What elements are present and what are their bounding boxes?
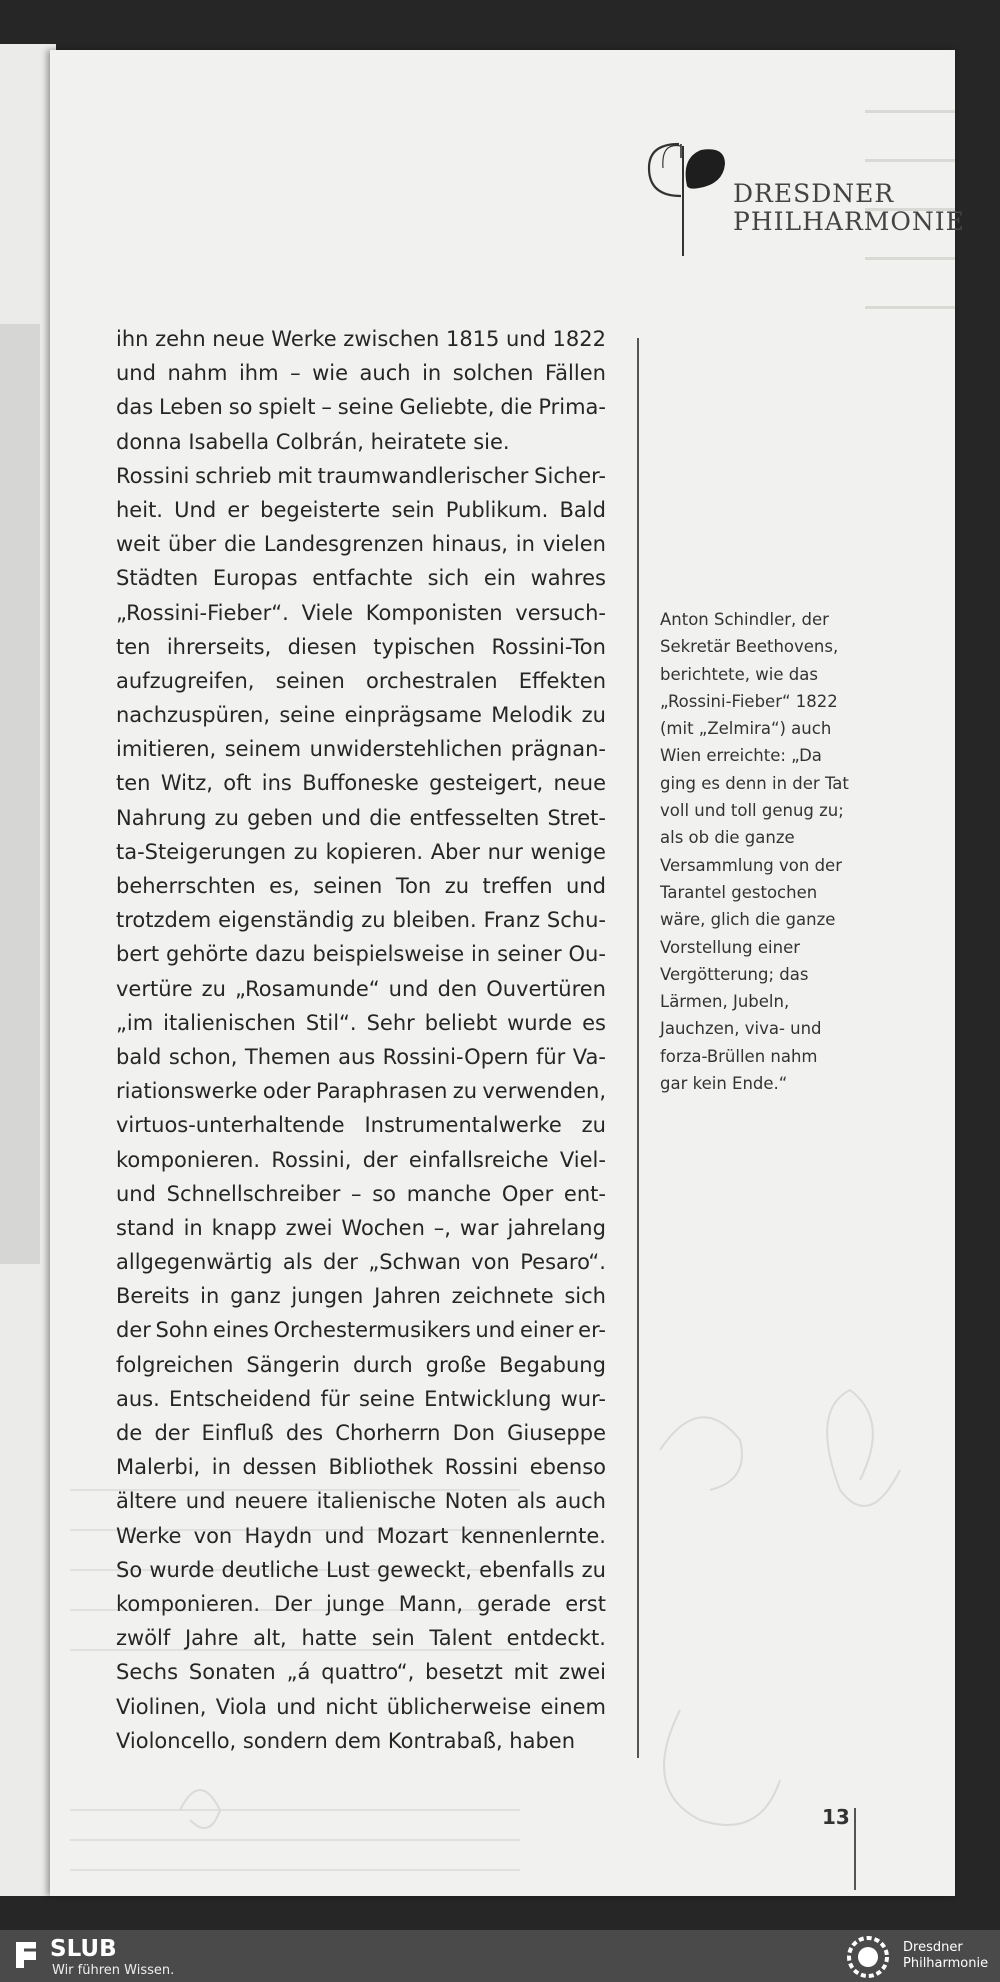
text-line: und Schnellschreiber – so manche Oper ent- bbox=[116, 1181, 606, 1206]
text-line: stand in knapp zwei Wochen –, war jahrelang bbox=[116, 1215, 606, 1240]
text-line: vertüre zu „Rosamunde“ und den Ouvertüren bbox=[116, 976, 606, 1001]
slub-logo-icon bbox=[14, 1938, 42, 1972]
text-line: So wurde deutliche Lust geweckt, ebenfalls zu bbox=[116, 1557, 606, 1582]
text-line: Violoncello, sondern dem Kontrabaß, haben bbox=[116, 1728, 576, 1753]
sidebar-line: ging es denn in der Tat bbox=[660, 773, 849, 793]
text-line: Nahrung zu geben und die entfesselten Stret- bbox=[116, 805, 606, 830]
text-line: ihn zehn neue Werke zwischen 1815 und 1822 bbox=[116, 327, 606, 351]
text-line: aus. Entscheidend für seine Entwicklung wur- bbox=[116, 1386, 606, 1411]
text-line: „im italienischen Stil“. Sehr beliebt wurde es bbox=[116, 1010, 606, 1035]
text-line: ten Witz, oft ins Buffoneske gesteigert, neue bbox=[116, 771, 606, 796]
text-line: und nahm ihm – wie auch in solchen Fällen bbox=[116, 361, 606, 386]
text-line: Werke von Haydn und Mozart kennenlernte. bbox=[116, 1523, 606, 1548]
slub-tagline: Wir führen Wissen. bbox=[52, 1963, 175, 1978]
logo-line-2: PHILHARMONIE bbox=[733, 207, 965, 236]
partner-line-1: Dresdner bbox=[903, 1940, 963, 1955]
sidebar-line: (mit „Zelmira“) auch bbox=[660, 719, 832, 739]
text-line: bert gehörte dazu beispielsweise in seiner Ou- bbox=[116, 942, 606, 967]
text-line: zwölf Jahre alt, hatte sein Talent entdeckt. bbox=[116, 1626, 606, 1651]
text-line: virtuos-unterhaltende Instrumentalwerke zu bbox=[116, 1113, 606, 1138]
text-line: Sechs Sonaten „á quattro“, besetzt mit zwei bbox=[116, 1660, 606, 1685]
previous-page-edge bbox=[0, 44, 56, 1896]
page-number: 13 bbox=[822, 1805, 850, 1829]
main-text-column bbox=[116, 322, 606, 1758]
sidebar-line: „Rossini-Fieber“ 1822 bbox=[660, 691, 838, 711]
sidebar-line: Versammlung von der bbox=[660, 855, 842, 875]
text-line: de der Einfluß des Chorherrn Don Giuseppe bbox=[116, 1421, 606, 1445]
text-line: komponieren. Der junge Mann, gerade erst bbox=[116, 1591, 606, 1616]
sidebar-line: Jauchzen, viva- und bbox=[660, 1019, 822, 1039]
sidebar-line: forza-Brüllen nahm bbox=[660, 1046, 818, 1066]
sidebar-line: voll und toll genug zu; bbox=[660, 801, 844, 821]
text-line: weit über die Landesgrenzen hinaus, in vielen bbox=[116, 532, 606, 557]
text-line: das Leben so spielt – seine Geliebte, die Prima- bbox=[116, 395, 606, 420]
text-line: bald schon, Themen aus Rossini-Opern für Va- bbox=[116, 1044, 606, 1069]
text-line: allgegenwärtig als der „Schwan von Pesaro“. bbox=[116, 1250, 606, 1275]
column-divider bbox=[637, 338, 639, 1758]
sidebar-line: als ob die ganze bbox=[660, 828, 795, 848]
text-line: beherrschten es, seinen Ton zu treffen und bbox=[116, 874, 606, 898]
text-line: komponieren. Rossini, der einfallsreiche Viel- bbox=[116, 1147, 606, 1172]
text-line: ältere und neuere italienische Noten als auch bbox=[116, 1489, 606, 1514]
sidebar-line: Lärmen, Jubeln, bbox=[660, 992, 790, 1012]
text-line: Violinen, Viola und nicht üblicherweise einem bbox=[116, 1694, 606, 1719]
text-line: aufzugreifen, seinen orchestralen Effekten bbox=[116, 668, 606, 693]
text-line: riationswerke oder Paraphrasen zu verwenden, bbox=[116, 1079, 606, 1104]
sidebar-line: Wien erreichte: „Da bbox=[660, 746, 822, 766]
logo-line-1: DRESDNER bbox=[733, 179, 895, 208]
text-line: folgreichen Sängerin durch große Begabung bbox=[116, 1352, 606, 1377]
sidebar-line: Anton Schindler, der bbox=[660, 610, 829, 629]
document-page bbox=[50, 50, 965, 1896]
partner-name bbox=[903, 1940, 988, 1972]
text-line: donna Isabella Colbrán, heiratete sie. bbox=[116, 429, 510, 454]
text-line: trotzdem eigenständig zu bleiben. Franz Schu- bbox=[116, 908, 606, 933]
text-line: ten ihrerseits, diesen typischen Rossini-Ton bbox=[116, 634, 606, 659]
sidebar-line: Tarantel gestochen bbox=[660, 882, 818, 902]
sidebar-line: Sekretär Beethovens, bbox=[660, 637, 839, 657]
text-line: Malerbi, in dessen Bibliothek Rossini ebenso bbox=[116, 1455, 606, 1480]
text-line: „Rossini-Fieber“. Viele Komponisten versuch- bbox=[116, 600, 606, 625]
text-line: Städten Europas entfachte sich ein wahres bbox=[116, 566, 606, 591]
footer-bar bbox=[0, 1930, 1000, 1982]
partner-logo-icon bbox=[840, 1935, 896, 1979]
text-line: nachzuspüren, seine einprägsame Melodik zu bbox=[116, 703, 606, 728]
text-line: Bereits in ganz jungen Jahren zeichnete sich bbox=[116, 1284, 606, 1309]
text-line: imitieren, seinem unwiderstehlichen prägnan- bbox=[116, 737, 606, 762]
text-line: Rossini schrieb mit traumwandlerischer Sicher- bbox=[116, 463, 606, 488]
sidebar-line: Vergötterung; das bbox=[660, 964, 809, 984]
partner-line-2: Philharmonie bbox=[903, 1956, 989, 1971]
sidebar-line: wäre, glich die ganze bbox=[660, 910, 836, 930]
sidebar-quote bbox=[660, 606, 890, 1097]
logo-mark-icon bbox=[595, 96, 725, 256]
dresdner-philharmonie-logo bbox=[595, 96, 965, 256]
text-line: der Sohn eines Orchestermusikers und einer er- bbox=[116, 1318, 606, 1343]
sidebar-line: gar kein Ende.“ bbox=[660, 1074, 788, 1094]
page-number-rule bbox=[854, 1808, 856, 1890]
text-line: ta-Steigerungen zu kopieren. Aber nur wenige bbox=[116, 839, 606, 864]
slub-name: SLUB bbox=[50, 1936, 117, 1962]
text-line: heit. Und er begeisterte sein Publikum. Bald bbox=[116, 497, 606, 522]
sidebar-line: berichtete, wie das bbox=[660, 664, 818, 684]
sidebar-line: Vorstellung einer bbox=[660, 937, 801, 957]
